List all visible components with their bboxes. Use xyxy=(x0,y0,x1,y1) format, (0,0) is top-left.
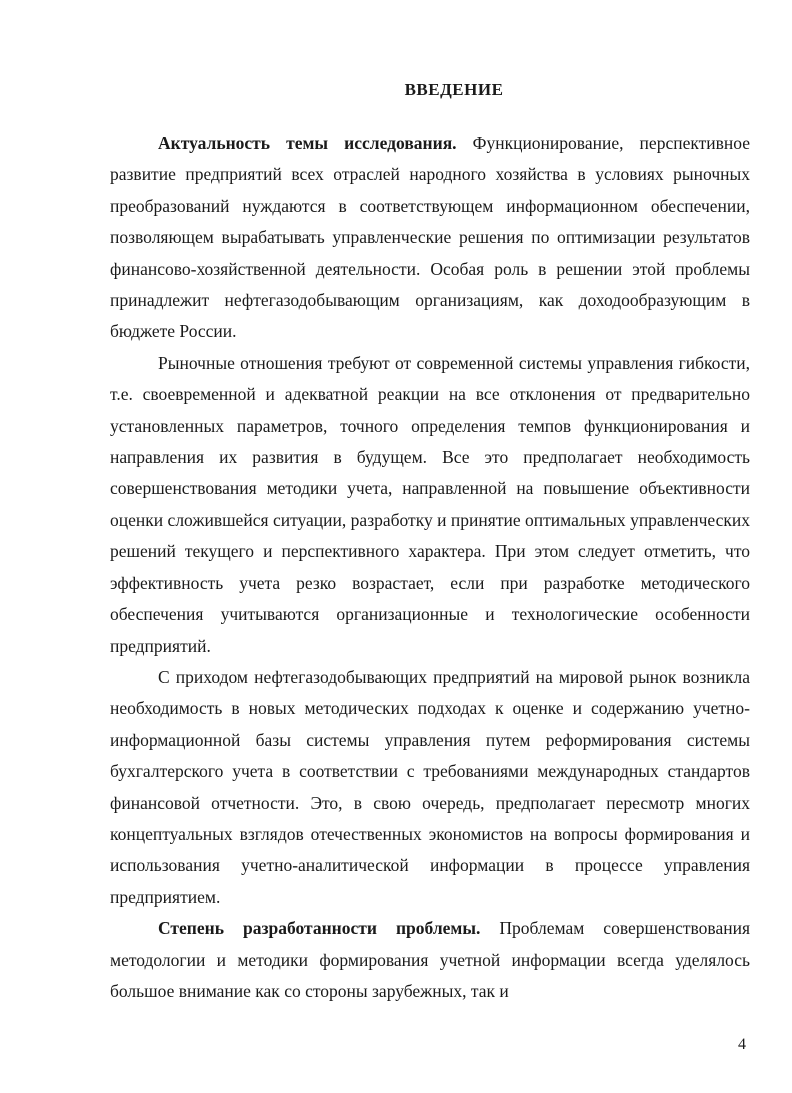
paragraph-text: Функционирование, перспективное развитие предприятий всех отраслей народного хозяйства в условиях рыночных преобразований нуждаются в соответствующем информационном обеспечении, позволяющем вырабатывать управленческие решения по оптимизации результатов финансово-хозяйственной деятельности. Особая роль в решении этой проблемы принадлежит нефтегазодобывающим организациям, как доходообразующим в бюджете России. xyxy=(110,133,750,342)
body-text xyxy=(110,128,750,1007)
page-number: 4 xyxy=(738,1036,746,1053)
paragraph-text: Проблемам совершенствования методологии и методики формирования учетной информации всегда уделялось большое внимание как со стороны зарубежных, так и xyxy=(110,918,750,1001)
paragraph xyxy=(110,128,750,348)
paragraph-lead: Степень разработанности проблемы. xyxy=(158,918,481,939)
paragraph xyxy=(110,913,750,1007)
paragraph-lead: Актуальность темы исследования. xyxy=(158,133,457,153)
paragraph-text: С приходом нефтегазодобывающих предприятий на мировой рынок возникла необходимость в новых методических подходах к оценке и содержанию учетно-информационной базы системы управления путем реформирования системы бухгалтерского учета в соответствии с требованиями международных стандартов финансовой отчетности. Это, в свою очередь, предполагает пересмотр многих концептуальных взглядов отечественных экономистов на вопросы формирования и использования учетно-аналитической информации в процессе управления предприятием. xyxy=(110,666,750,907)
paragraph xyxy=(110,662,750,913)
paragraph-text: Рыночные отношения требуют от современной системы управления гибкости, т.е. своевременной и адекватной реакции на все отклонения от предварительно установленных параметров, точного определения темпов функционирования и направления их развития в будущем. Все это предполагает необходимость совершенствования методики учета, направленной на повышение объективности оценки сложившейся ситуации, разработку и принятие оптимальных управленческих решений текущего и перспективного характера. При этом следует отметить, что эффективность учета резко возрастает, если при разработке методического обеспечения учитываются организационные и технологические особенности предприятий. xyxy=(110,352,750,656)
paragraph xyxy=(110,348,750,662)
page-title: ВВЕДЕНИЕ xyxy=(404,80,504,99)
